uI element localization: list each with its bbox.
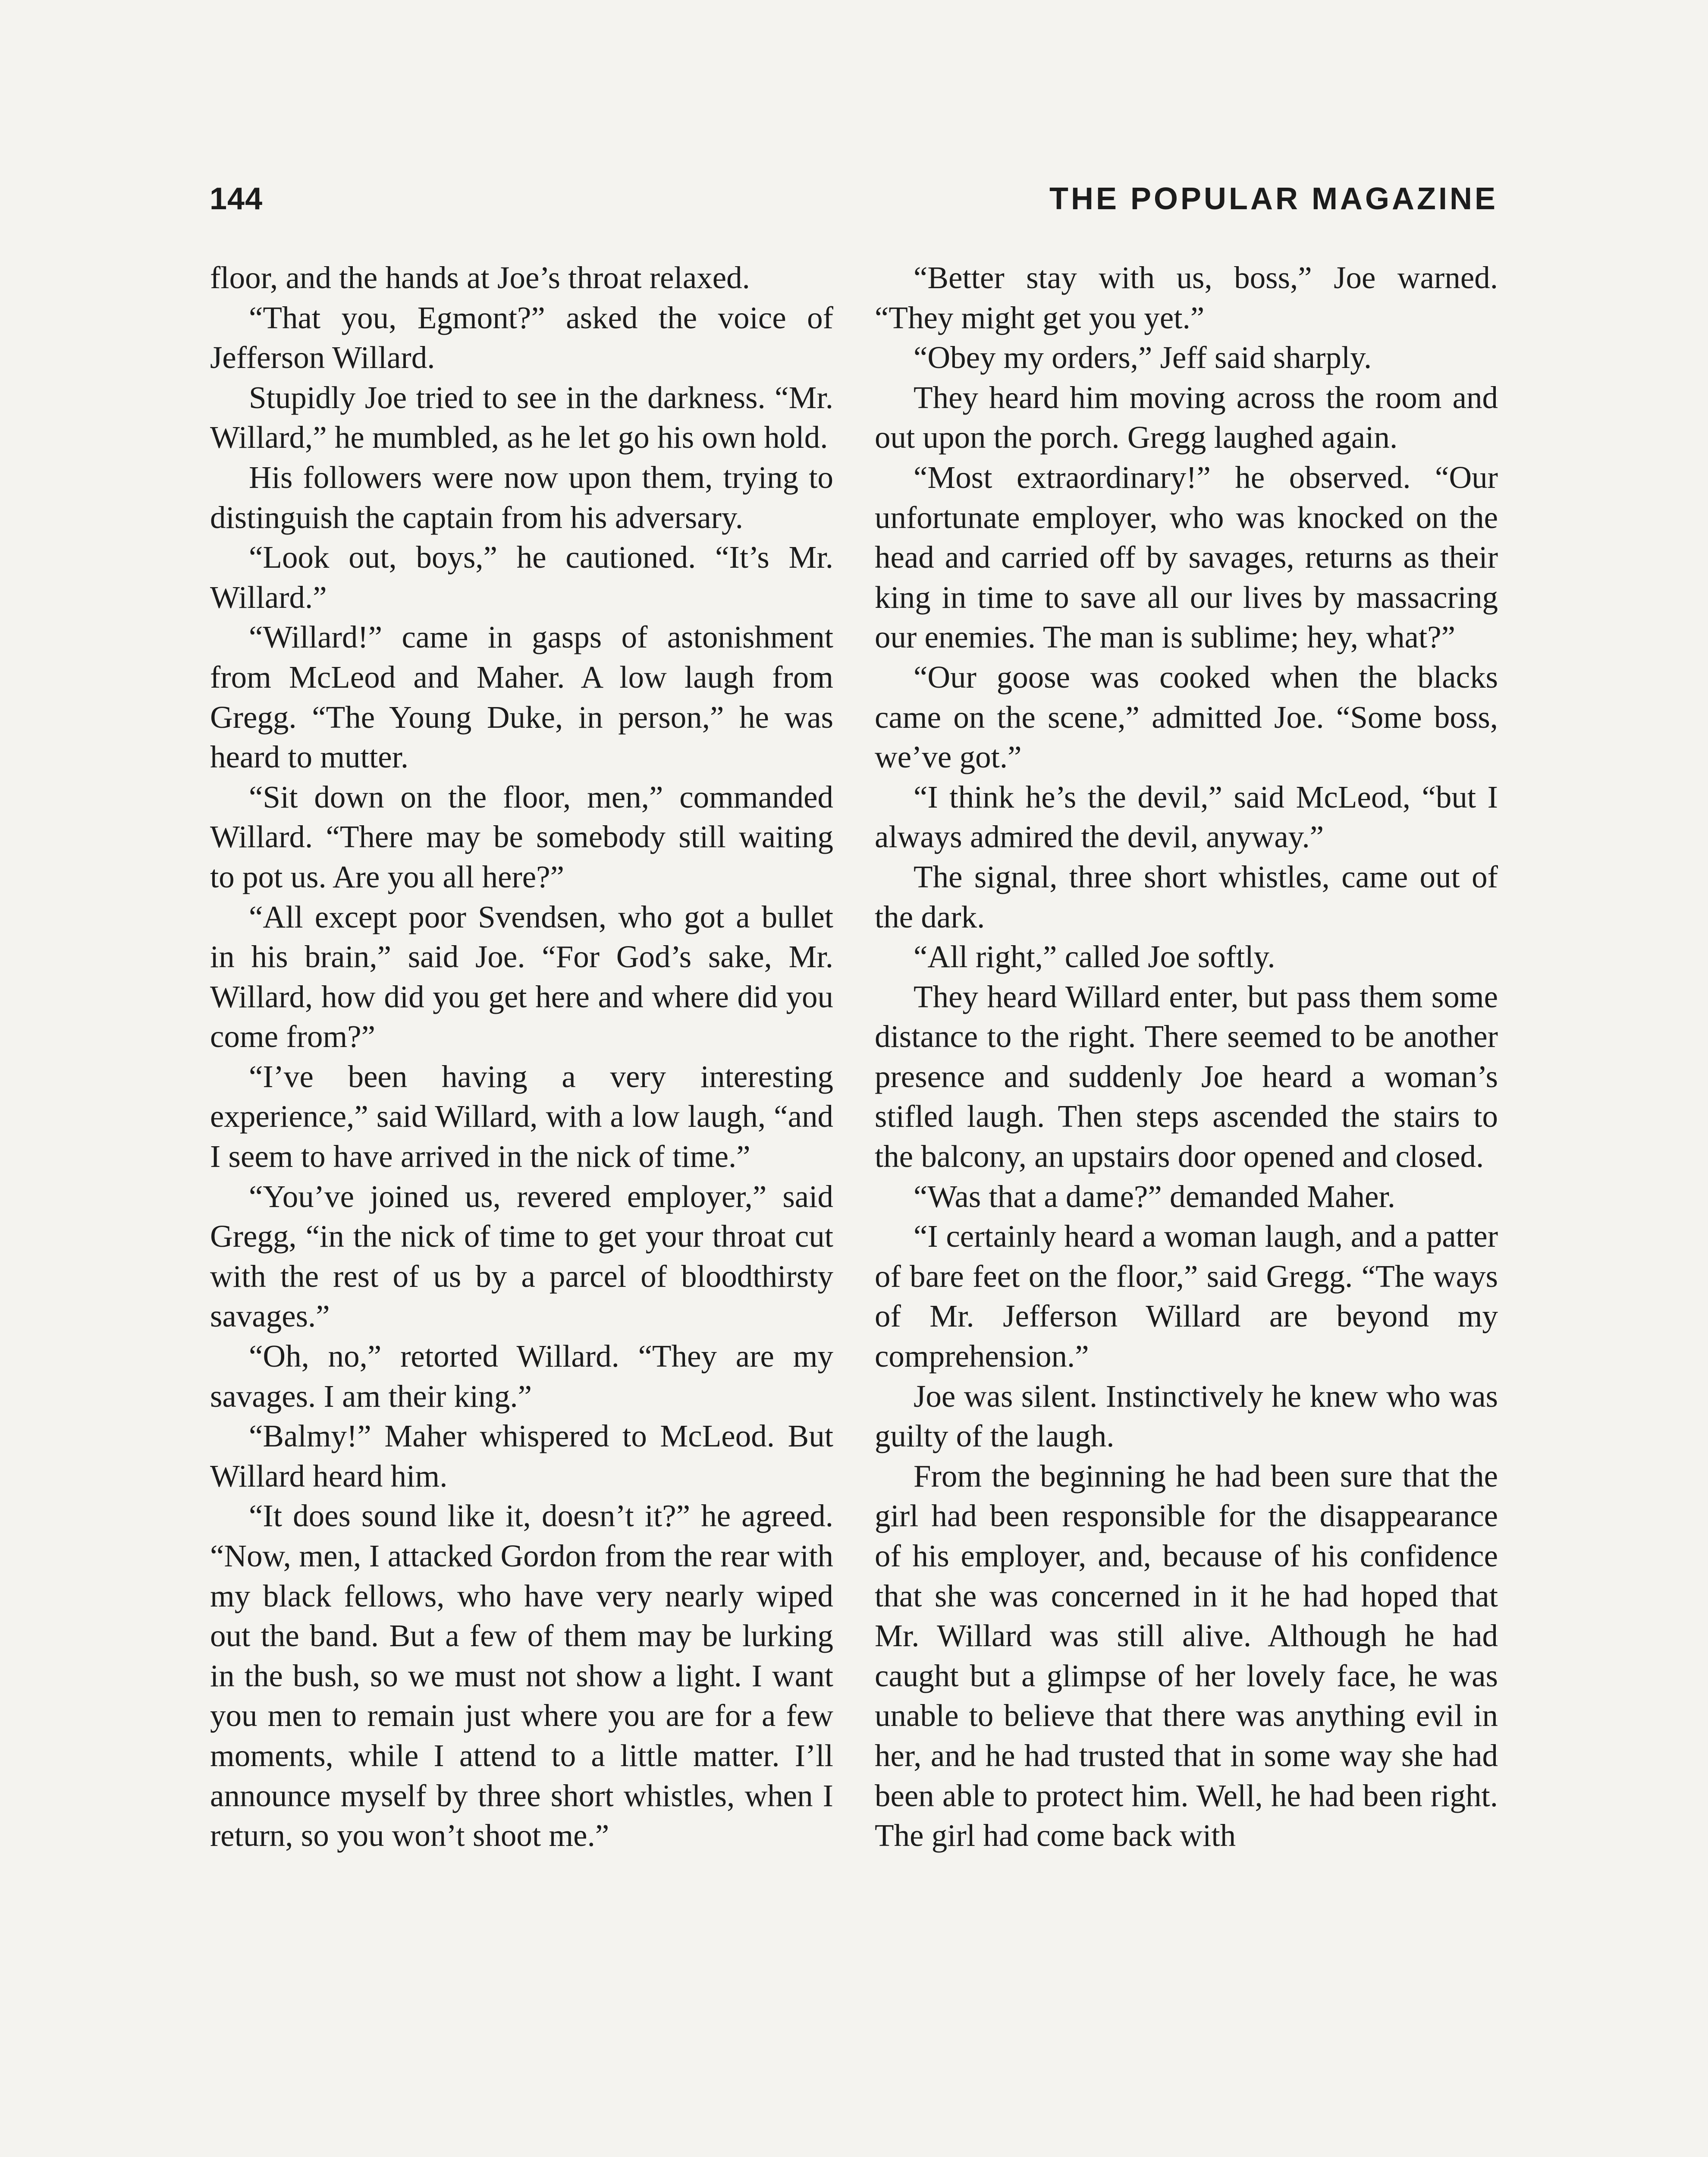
paragraph: “Better stay with us, boss,” Joe warned. “They might get you yet.” xyxy=(875,260,1498,335)
paragraph: “Look out, boys,” he cautioned. “It’s Mr. Willard.” xyxy=(210,540,833,615)
paragraph: “Was that a dame?” demanded Maher. xyxy=(914,1179,1395,1214)
paragraph: The signal, three short whistles, came out of the dark. xyxy=(875,859,1498,934)
paragraph: “Our goose was cooked when the blacks came on the scene,” admitted Joe. “Some boss, we’ve got.” xyxy=(875,659,1498,775)
paragraph: Stupidly Joe tried to see in the darkness. “Mr. Willard,” he mumbled, as he let go his own hold. xyxy=(210,380,833,455)
paragraph: His followers were now upon them, trying to distinguish the captain from his adversary. xyxy=(210,459,833,535)
paragraph: From the beginning he had been sure that the girl had been responsible for the disappearance of his employer, and, because of his confidence that she was concerned in it he had hoped that Mr. Willard was still alive. Although he had caught but a glimpse of her lovely face, he was unable to believe that there was anything evil in her, and he had trusted that in some way she had been able to protect him. Well, he had been right. The girl had come back with xyxy=(875,1458,1498,1853)
right-column xyxy=(875,258,1498,2157)
running-head: THE POPULAR MAGAZINE xyxy=(1049,182,1498,216)
paragraph: “All right,” called Joe softly. xyxy=(914,939,1275,975)
left-column xyxy=(210,258,833,2157)
paragraph: floor, and the hands at Joe’s throat relaxed. xyxy=(210,260,750,295)
paragraph: “Balmy!” Maher whispered to McLeod. But Willard heard him. xyxy=(210,1418,833,1494)
paragraph: “You’ve joined us, revered employer,” said Gregg, “in the nick of time to get your throat cut with the rest of us by a parcel of bloodthirsty savages.” xyxy=(210,1179,833,1334)
paragraph: “I’ve been having a very interesting experience,” said Willard, with a low laugh, “and I seem to have arrived in the nick of time.” xyxy=(210,1059,833,1174)
paragraph: Joe was silent. Instinctively he knew who was guilty of the laugh. xyxy=(875,1378,1498,1454)
paragraph: “Willard!” came in gasps of astonishment from McLeod and Maher. A low laugh from Gregg. “The Young Duke, in person,” he was heard to mutter. xyxy=(210,619,833,775)
paragraph: They heard him moving across the room and out upon the porch. Gregg laughed again. xyxy=(875,380,1498,455)
paragraph: “Obey my orders,” Jeff said sharply. xyxy=(914,340,1372,375)
paragraph: “I think he’s the devil,” said McLeod, “but I always admired the devil, anyway.” xyxy=(875,779,1498,855)
paragraph: “Sit down on the floor, men,” commanded Willard. “There may be somebody still waiting to pot us. Are you all here?” xyxy=(210,779,833,894)
page-number: 144 xyxy=(210,182,263,216)
paragraph: “It does sound like it, doesn’t it?” he agreed. “Now, men, I attacked Gordon from the rear with my black fellows, who have very nearly wiped out the band. But a few of them may be lurking in the bush, so we must not show a light. I want you men to remain just where you are for a few moments, while I attend to a little matter. I’ll announce myself by three short whistles, when I return, so you won’t shoot me.” xyxy=(210,1498,833,1853)
paragraph: “That you, Egmont?” asked the voice of Jefferson Willard. xyxy=(210,300,833,375)
paragraph: They heard Willard enter, but pass them some distance to the right. There seemed to be another presence and suddenly Joe heard a woman’s stifled laugh. Then steps ascended the stairs to the balcony, an upstairs door opened and closed. xyxy=(875,979,1498,1174)
paragraph: “Oh, no,” retorted Willard. “They are my savages. I am their king.” xyxy=(210,1339,833,1414)
paragraph: “Most extraordinary!” he observed. “Our unfortunate employer, who was knocked on the head and carried off by savages, returns as their king in time to save all our lives by massacring our enemies. The man is sublime; hey, what?” xyxy=(875,459,1498,655)
paragraph: “All except poor Svendsen, who got a bullet in his brain,” said Joe. “For God’s sake, Mr. Willard, how did you get here and where did you come from?” xyxy=(210,899,833,1054)
paragraph: “I certainly heard a woman laugh, and a patter of bare feet on the floor,” said Gregg. “The ways of Mr. Jefferson Willard are beyond my comprehension.” xyxy=(875,1219,1498,1374)
